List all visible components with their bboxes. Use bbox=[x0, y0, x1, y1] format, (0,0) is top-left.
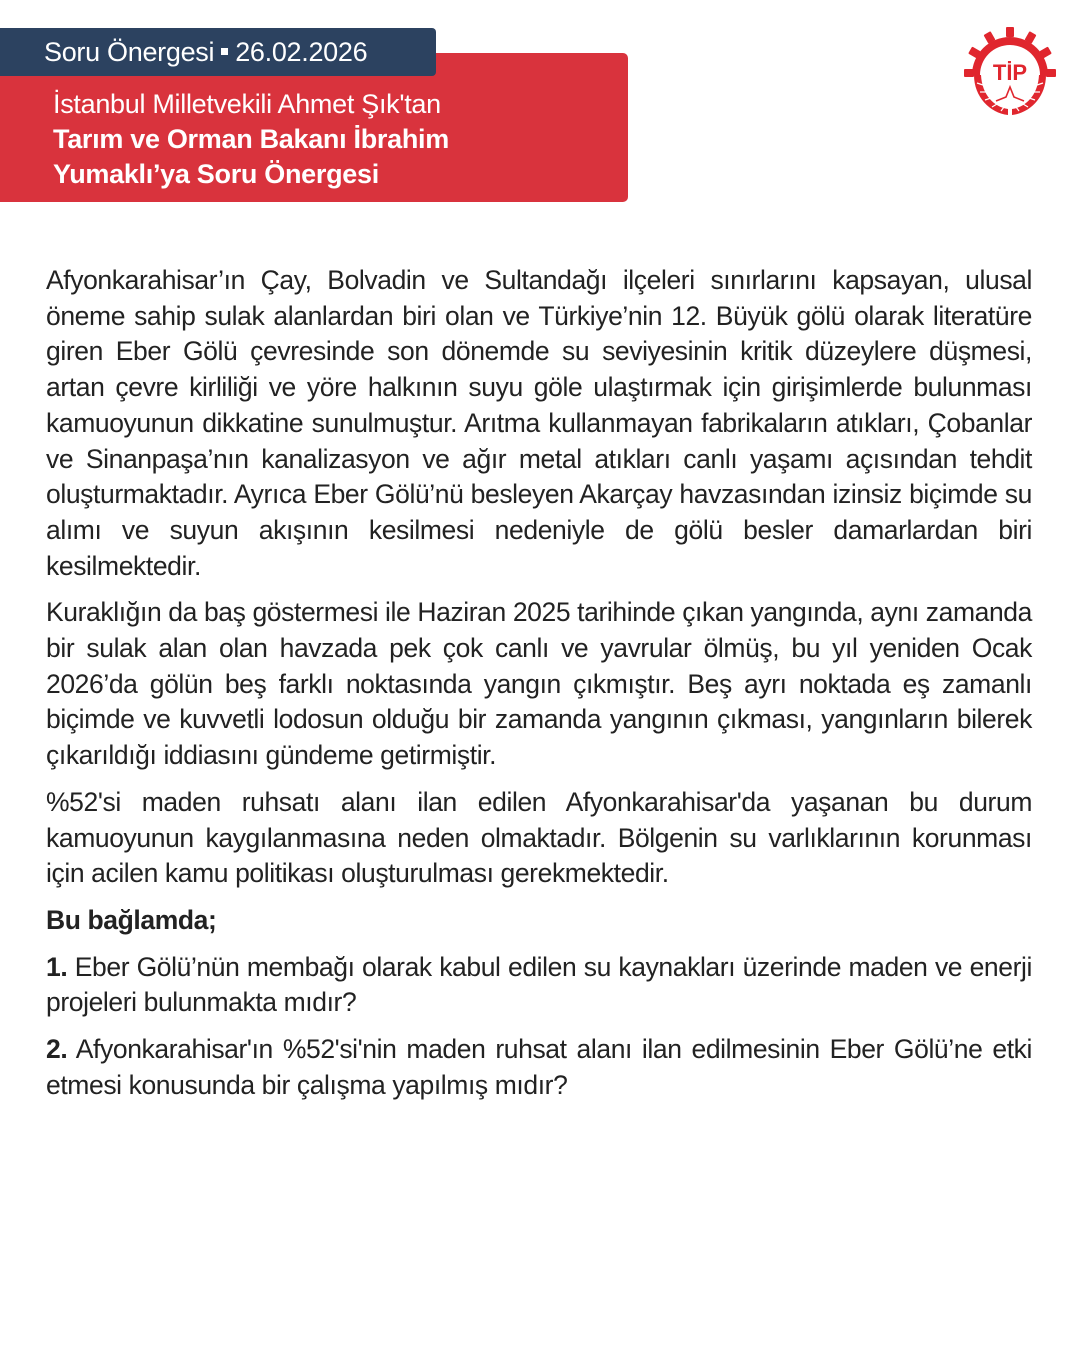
question-number: 1. bbox=[46, 951, 68, 982]
date-label: 26.02.2026 bbox=[235, 37, 368, 67]
question-1 bbox=[46, 950, 1032, 1021]
title-line-1: İstanbul Milletvekili Ahmet Şık'tan bbox=[53, 89, 441, 119]
title-line-2: Tarım ve Orman Bakanı İbrahim bbox=[53, 124, 449, 154]
category-tab bbox=[0, 28, 436, 76]
tip-logo-icon bbox=[962, 25, 1058, 121]
title-line-3: Yumaklı’ya Soru Önergesi bbox=[53, 159, 379, 189]
document-body bbox=[46, 263, 1032, 1114]
category-label: Soru Önergesi bbox=[44, 37, 215, 67]
question-2 bbox=[46, 1032, 1032, 1103]
page-title bbox=[53, 87, 449, 192]
paragraph-2: Kuraklığın da baş göstermesi ile Haziran 2025 tarihinde çıkan yangında, aynı zamanda bir sulak alan olan havzada pek çok canlı ve yavrular ölmüş, bu yıl yeniden Ocak 2026’da gölün beş farklı noktasında yangın çıkmıştır. Beş ayrı noktada eş zamanlı biçimde ve kuvvetli lodosun olduğu bir zamanda yangının çıkması, yangınların bilerek çıkarıldığı iddiasını gündeme getirmiştir. bbox=[46, 597, 1032, 771]
logo-text: TİP bbox=[992, 60, 1028, 85]
party-logo bbox=[962, 25, 1058, 121]
lead-in: Bu bağlamda; bbox=[46, 904, 217, 935]
separator-square-icon bbox=[221, 48, 228, 55]
paragraph-1: Afyonkarahisar’ın Çay, Bolvadin ve Sultandağı ilçeleri sınırlarını kapsayan, ulusal öneme sahip sulak alanlardan biri olan ve Türkiye’nin 12. Büyük gölü olarak literatüre giren Eber Gölü çevresinde son dönemde su seviyesinin kritik düzeylere düşmesi, artan çevre kirliliği ve yöre halkının suyu göle ulaştırmak için girişimlerde bulunması kamuoyunun dikkatine sunulmuştur. Arıtma kullanmayan fabrikaların atıkları, Çobanlar ve Sinanpaşa’nın kanalizasyon ve ağır metal atıkları canlı yaşamı açısından tehdit oluşturmaktadır. Ayrıca Eber Gölü’nü besleyen Akarçay havzasından izinsiz biçimde su alımı ve suyun akışının kesilmesi nedeniyle de gölü besler damarlardan biri kesilmektedir. bbox=[46, 265, 1032, 581]
question-number: 2. bbox=[46, 1034, 68, 1065]
question-text: Afyonkarahisar'ın %52'si'nin maden ruhsat alanı ilan edilmesinin Eber Gölü’ne etki etmesi konusunda bir çalışma yapılmış mıdır? bbox=[46, 1034, 1032, 1100]
question-text: Eber Gölü’nün membağı olarak kabul edilen su kaynakları üzerinde maden ve enerji projeleri bulunmakta mıdır? bbox=[46, 951, 1032, 1018]
paragraph-3: %52'si maden ruhsatı alanı ilan edilen Afyonkarahisar'da yaşanan bu durum kamuoyunun kaygılanmasına neden olmaktadır. Bölgenin su varlıklarının korunması için acilen kamu politikası oluşturulması gerekmektedir. bbox=[46, 786, 1032, 889]
